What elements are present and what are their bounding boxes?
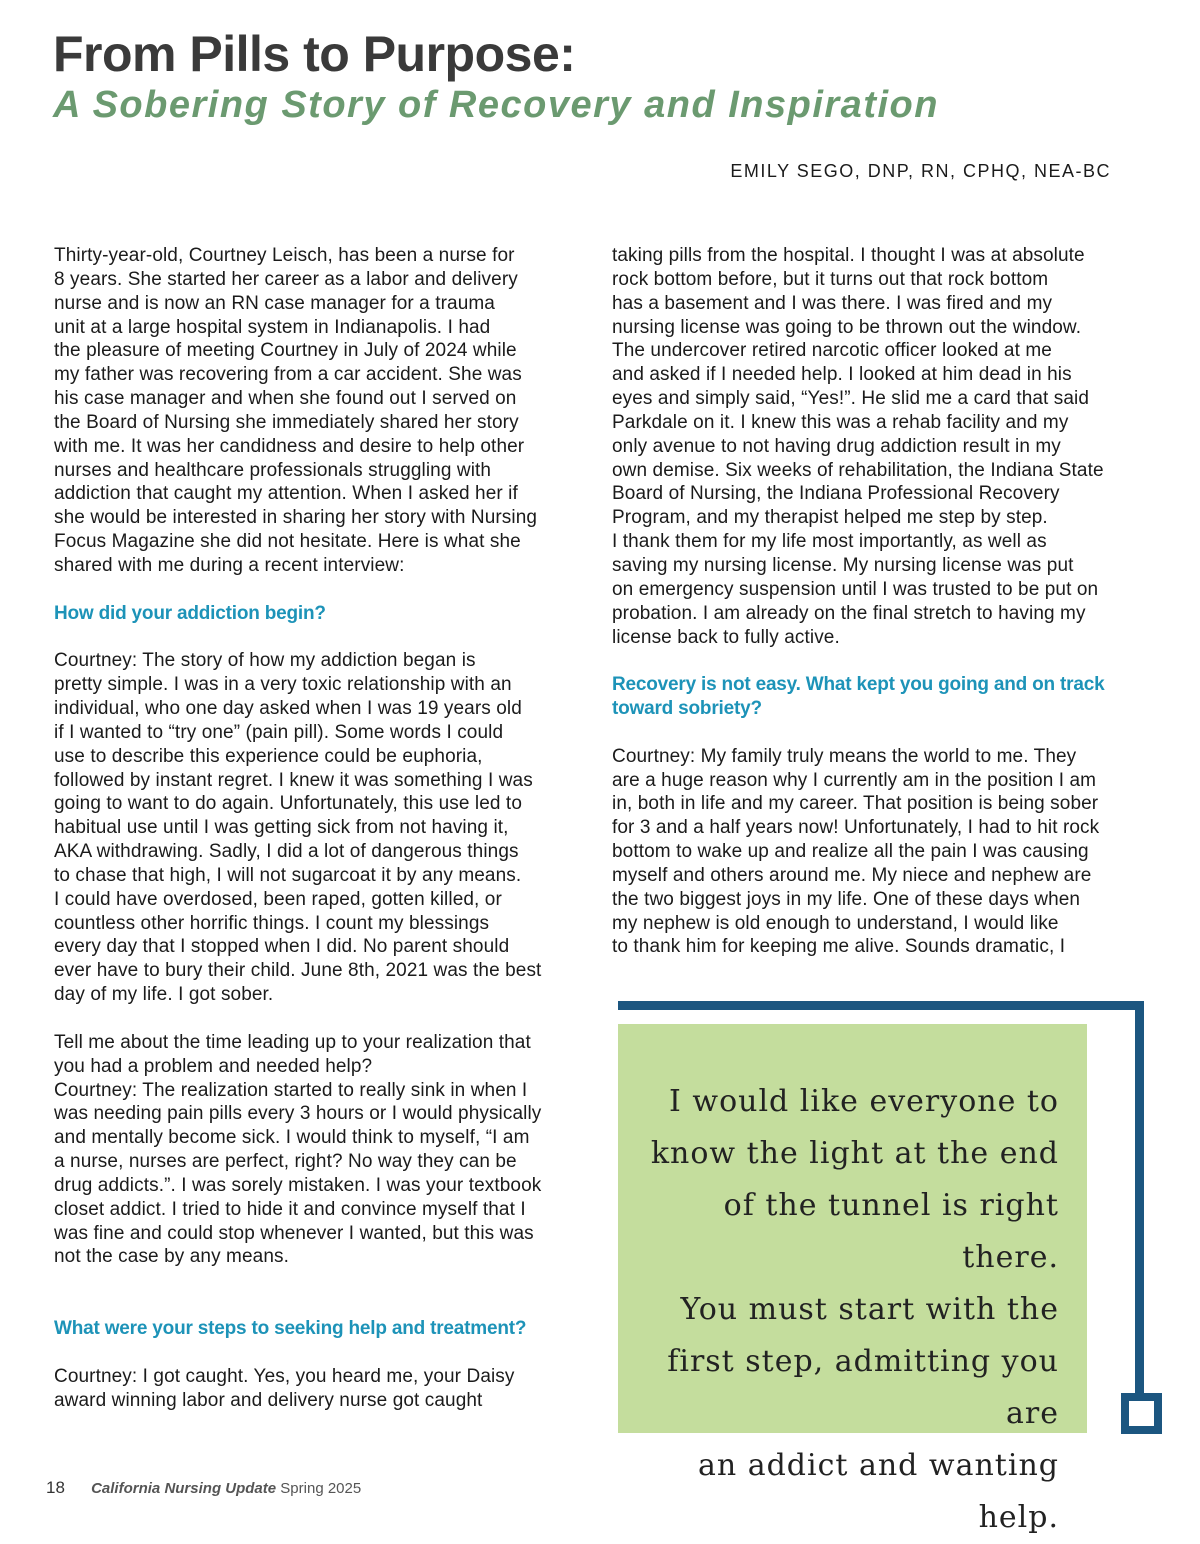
- text-line: and mentally become sick. I would think to myself, “I am: [54, 1127, 530, 1149]
- text-line: closet addict. I tried to hide it and convince myself that I: [54, 1198, 526, 1220]
- text-line: was needing pain pills every 3 hours or I would physically: [54, 1103, 542, 1125]
- text-line: she would be interested in sharing her story with Nursing: [54, 507, 538, 529]
- pull-quote-frame-right: [1135, 1001, 1144, 1396]
- text-line: you had a problem and needed help?: [54, 1055, 373, 1077]
- question-addiction-begin: How did your addiction begin?: [54, 602, 326, 624]
- text-line: the two biggest joys in my life. One of these days when: [612, 888, 1081, 910]
- text-line: the Board of Nursing she immediately shared her story: [54, 411, 519, 433]
- text-line: habitual use until I was getting sick from not having it,: [54, 817, 509, 839]
- left-column: [54, 244, 594, 1412]
- text-line: AKA withdrawing. Sadly, I did a lot of dangerous things: [54, 841, 519, 863]
- edition-label: Spring 2025: [280, 1480, 362, 1497]
- text-line: I thank them for my life most importantly, as well as: [612, 531, 1047, 553]
- text-line: only avenue to not having drug addiction result in my: [612, 435, 1061, 457]
- text-line: toward sobriety?: [612, 698, 762, 720]
- text-line: own demise. Six weeks of rehabilitation, the Indiana State: [612, 459, 1104, 481]
- text-line: going to want to do again. Unfortunately, this use led to: [54, 793, 522, 815]
- text-line: the pleasure of meeting Courtney in July of 2024 while: [54, 340, 517, 362]
- text-line: on emergency suspension until I was trusted to be put on: [612, 578, 1099, 600]
- pull-quote-frame-top: [618, 1001, 1144, 1010]
- text-line: if I wanted to “try one” (pain pill). Some words I could: [54, 721, 504, 743]
- text-line: I could have overdosed, been raped, gotten killed, or: [54, 888, 502, 910]
- text-line: shared with me during a recent interview:: [54, 554, 405, 576]
- right-column: [612, 244, 1157, 959]
- text-line: license back to fully active.: [612, 626, 840, 648]
- text-line: Board of Nursing, the Indiana Professional Recovery: [612, 483, 1060, 505]
- answer-seeking-help-continued: [612, 244, 1157, 649]
- text-line: 8 years. She started her career as a labor and delivery: [54, 268, 518, 290]
- text-line: an addict and wanting help.: [697, 1448, 1059, 1535]
- text-line: pretty simple. I was in a very toxic relationship with an: [54, 674, 512, 696]
- text-line: my nephew is old enough to understand, I would like: [612, 912, 1059, 934]
- question-answer-realization: [54, 1031, 594, 1269]
- text-line: use to describe this experience could be euphoria,: [54, 745, 483, 767]
- text-line: eyes and simply said, “Yes!”. He slid me a card that said: [612, 388, 1090, 410]
- text-line: Courtney: My family truly means the world to me. They: [612, 745, 1077, 767]
- text-line: Parkdale on it. I knew this was a rehab facility and my: [612, 411, 1069, 433]
- article-subtitle: A Sobering Story of Recovery and Inspiration: [53, 84, 939, 126]
- text-line: Tell me about the time leading up to your realization that: [54, 1031, 531, 1053]
- pull-quote-box: [618, 1024, 1087, 1535]
- text-line: Recovery is not easy. What kept you going and on track: [612, 674, 1105, 696]
- text-line: with me. It was her candidness and desire to help other: [54, 435, 525, 457]
- text-line: Thirty-year-old, Courtney Leisch, has been a nurse for: [54, 245, 515, 266]
- text-line: Focus Magazine she did not hesitate. Here is what she: [54, 531, 521, 553]
- text-line: award winning labor and delivery nurse got caught: [54, 1389, 483, 1411]
- answer-seeking-help: [54, 1365, 594, 1413]
- publication-name: California Nursing Update: [91, 1480, 277, 1497]
- answer-recovery: [612, 745, 1157, 960]
- text-line: myself and others around me. My niece and nephew are: [612, 864, 1092, 886]
- text-line: of the tunnel is right there.: [723, 1188, 1059, 1275]
- text-line: was fine and could stop whenever I wanted, but this was: [54, 1222, 534, 1244]
- text-line: nurses and healthcare professionals struggling with: [54, 459, 492, 481]
- text-line: and asked if I needed help. I looked at him dead in his: [612, 364, 1072, 386]
- text-line: countless other horrific things. I count my blessings: [54, 912, 490, 934]
- text-line: rock bottom before, but it turns out that rock bottom: [612, 268, 1049, 290]
- text-line: nurse and is now an RN case manager for a trauma: [54, 292, 495, 314]
- page-number: 18: [46, 1478, 65, 1497]
- article-title: From Pills to Purpose:: [53, 26, 576, 82]
- text-line: to chase that high, I will not sugarcoat it by any means.: [54, 864, 522, 886]
- text-line: You must start with the: [680, 1292, 1059, 1327]
- author-byline: EMILY SEGO, DNP, RN, CPHQ, NEA-BC: [730, 161, 1111, 181]
- text-line: day of my life. I got sober.: [54, 984, 274, 1006]
- text-line: saving my nursing license. My nursing license was put: [612, 554, 1074, 576]
- pull-quote-text: [619, 1076, 1059, 1544]
- question-seeking-help: What were your steps to seeking help and treatment?: [54, 1317, 527, 1339]
- text-line: a nurse, nurses are perfect, right? No way they can be: [54, 1151, 517, 1173]
- text-line: in, both in life and my career. That position is being sober: [612, 793, 1099, 815]
- text-line: has a basement and I was there. I was fired and my: [612, 292, 1053, 314]
- page-footer: [46, 1478, 361, 1498]
- pull-quote-frame-square: [1121, 1393, 1162, 1434]
- text-line: nursing license was going to be thrown out the window.: [612, 316, 1082, 338]
- text-line: taking pills from the hospital. I thought I was at absolute: [612, 245, 1085, 266]
- text-line: his case manager and when she found out I served on: [54, 388, 517, 410]
- text-line: unit at a large hospital system in Indianapolis. I had: [54, 316, 491, 338]
- text-line: not the case by any means.: [54, 1246, 289, 1268]
- intro-paragraph: [54, 244, 594, 578]
- text-line: probation. I am already on the final stretch to having my: [612, 602, 1086, 624]
- text-line: ever have to bury their child. June 8th, 2021 was the best: [54, 960, 542, 982]
- text-line: The undercover retired narcotic officer looked at me: [612, 340, 1052, 362]
- text-line: I would like everyone to: [669, 1084, 1059, 1119]
- text-line: know the light at the end: [650, 1136, 1059, 1171]
- text-line: are a huge reason why I currently am in the position I am: [612, 769, 1097, 791]
- text-line: to thank him for keeping me alive. Sounds dramatic, I: [612, 936, 1066, 958]
- text-line: every day that I stopped when I did. No parent should: [54, 936, 510, 958]
- text-line: Courtney: I got caught. Yes, you heard me, your Daisy: [54, 1365, 515, 1387]
- text-line: for 3 and a half years now! Unfortunately, I had to hit rock: [612, 817, 1100, 839]
- text-line: first step, admitting you are: [667, 1344, 1059, 1431]
- text-line: addiction that caught my attention. When I asked her if: [54, 483, 518, 505]
- question-recovery: [612, 673, 1157, 721]
- text-line: individual, who one day asked when I was 19 years old: [54, 698, 522, 720]
- text-line: bottom to wake up and realize all the pain I was causing: [612, 841, 1089, 863]
- text-line: Courtney: The realization started to really sink in when I: [54, 1079, 528, 1101]
- text-line: Program, and my therapist helped me step by step.: [612, 507, 1048, 529]
- text-line: followed by instant regret. I knew it was something I was: [54, 769, 533, 791]
- text-line: my father was recovering from a car accident. She was: [54, 364, 522, 386]
- text-line: Courtney: The story of how my addiction began is: [54, 650, 476, 672]
- answer-addiction-begin: [54, 649, 594, 1007]
- text-line: drug addicts.”. I was sorely mistaken. I was your textbook: [54, 1174, 542, 1196]
